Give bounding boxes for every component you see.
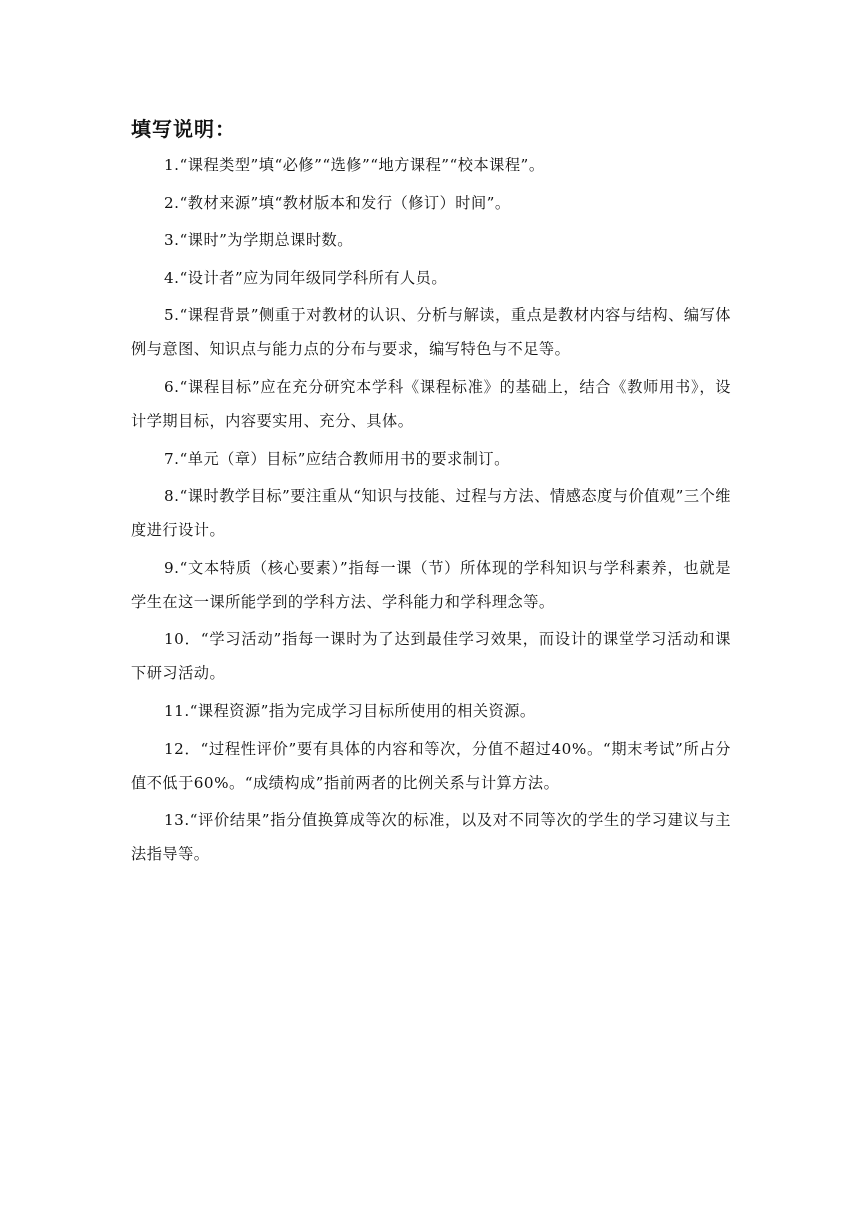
instruction-item-4: 4.“设计者”应为同年级同学科所有人员。 bbox=[164, 268, 448, 287]
instruction-item-2: 2.“教材来源”填“教材版本和发行（修订）时间”。 bbox=[164, 193, 511, 212]
instruction-item-5: 5.“课程背景”侧重于对教材的认识、分析与解读，重点是教材内容与结构、编写体例与意图、知识点与能力点的分布与要求，编写特色与不足等。 bbox=[131, 306, 731, 359]
instruction-item-8: 8.“课时教学目标”要注重从“知识与技能、过程与方法、情感态度与价值观”三个维度进行设计。 bbox=[131, 487, 731, 540]
instruction-item-12: 12．“过程性评价”要有具体的内容和等次，分值不超过40%。“期末考试”所占分值不低于60%。“成绩构成”指前两者的比例关系与计算方法。 bbox=[131, 739, 731, 792]
instruction-item-6: 6.“课程目标”应在充分研究本学科《课程标准》的基础上，结合《教师用书》，设计学期目标，内容要实用、充分、具体。 bbox=[131, 377, 731, 430]
instruction-item-11: 11.“课程资源”指为完成学习目标所使用的相关资源。 bbox=[164, 701, 536, 720]
instructions-heading: 填写说明： bbox=[131, 117, 236, 141]
instruction-item-3: 3.“课时”为学期总课时数。 bbox=[164, 231, 353, 250]
instructions-list bbox=[131, 148, 731, 875]
instruction-item-10: 10．“学习活动”指每一课时为了达到最佳学习效果，而设计的课堂学习活动和课下研习活动。 bbox=[131, 630, 731, 683]
instruction-item-1: 1.“课程类型”填“必修”“选修”“地方课程”“校本课程”。 bbox=[164, 156, 545, 174]
instruction-item-7: 7.“单元（章）目标”应结合教师用书的要求制订。 bbox=[164, 449, 510, 468]
instruction-item-9: 9.“文本特质（核心要素）”指每一课（节）所体现的学科知识与学科素养，也就是学生在这一课所能学到的学科方法、学科能力和学科理念等。 bbox=[131, 558, 731, 611]
instruction-item-13: 13.“评价结果”指分值换算成等次的标准，以及对不同等次的学生的学习建议与主法指导等。 bbox=[131, 811, 731, 864]
